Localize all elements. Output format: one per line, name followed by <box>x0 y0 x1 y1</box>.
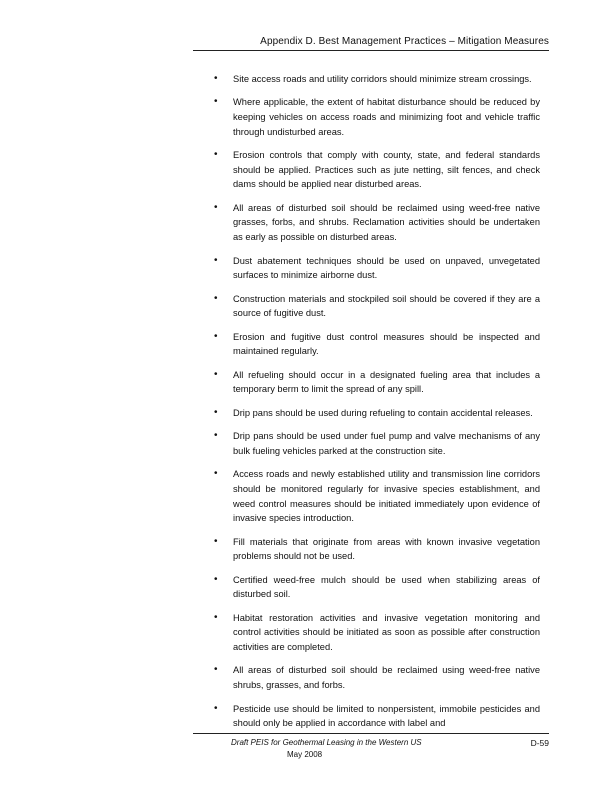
bullet-text: All areas of disturbed soil should be reclaimed using weed-free native grasses, forbs, and shrubs. Reclamation activities should be undertaken as early as possible on disturbed areas. <box>233 202 540 243</box>
page-number: D-59 <box>530 738 549 748</box>
bullet-text: Access roads and newly established utility and transmission line corridors should be monitored regularly for invasive species establishment, and weed control measures should be initiated immediately upon evidence of invasive species introduction. <box>233 469 540 524</box>
bullet-text: Drip pans should be used during refueling to contain accidental releases. <box>233 407 533 418</box>
footer-rule <box>193 733 549 734</box>
bullet-icon: • <box>214 254 218 266</box>
bullet-icon: • <box>214 611 218 623</box>
bullet-icon: • <box>214 292 218 304</box>
bullet-item <box>210 95 540 139</box>
mitigation-bullet-list <box>210 72 540 740</box>
bullet-icon: • <box>214 535 218 547</box>
bullet-text: Erosion controls that comply with county, state, and federal standards should be applied. Practices such as jute netting, silt fences, and check dams should be applied near disturbed areas. <box>233 150 540 190</box>
bullet-text: Habitat restoration activities and invasive vegetation monitoring and control activities should be initiated as soon as possible after construction activities are completed. <box>233 612 540 652</box>
bullet-icon: • <box>214 406 218 418</box>
bullet-item <box>210 573 540 602</box>
bullet-item <box>210 535 540 564</box>
bullet-icon: • <box>214 201 218 213</box>
bullet-item <box>210 611 540 655</box>
bullet-text: Construction materials and stockpiled soil should be covered if they are a source of fugitive dust. <box>233 293 540 319</box>
bullet-text: Site access roads and utility corridors should minimize stream crossings. <box>233 74 532 84</box>
bullet-text: Pesticide use should be limited to nonpersistent, immobile pesticides and should only be applied in accordance with label and <box>233 703 540 729</box>
bullet-item <box>210 702 540 731</box>
header-rule <box>193 50 549 51</box>
bullet-item <box>210 201 540 245</box>
bullet-icon: • <box>214 73 218 84</box>
bullet-item <box>210 406 540 421</box>
bullet-icon: • <box>214 664 218 676</box>
bullet-text: All refueling should occur in a designated fueling area that includes a temporary berm to limit the spread of any spill. <box>233 369 540 395</box>
footer-date: May 2008 <box>287 750 323 759</box>
bullet-text: Erosion and fugitive dust control measures should be inspected and maintained regularly. <box>233 331 540 357</box>
footer-document-title: Draft PEIS for Geothermal Leasing in the Western US <box>231 738 422 747</box>
bullet-item <box>210 663 540 692</box>
bullet-item <box>210 292 540 321</box>
bullet-icon: • <box>214 368 218 380</box>
bullet-text: Where applicable, the extent of habitat disturbance should be reduced by keeping vehicles on access roads and minimizing foot and vehicle traffic through undisturbed areas. <box>233 97 540 137</box>
bullet-item <box>210 429 540 458</box>
bullet-item <box>210 254 540 283</box>
bullet-icon: • <box>214 573 218 585</box>
bullet-item <box>210 330 540 359</box>
running-header: Appendix D. Best Management Practices – Mitigation Measures <box>260 36 549 47</box>
bullet-icon: • <box>214 702 218 714</box>
bullet-item <box>210 148 540 192</box>
bullet-text: Dust abatement techniques should be used on unpaved, unvegetated surfaces to minimize airborne dust. <box>233 255 540 281</box>
bullet-icon: • <box>214 468 218 480</box>
bullet-text: Certified weed-free mulch should be used when stabilizing areas of disturbed soil. <box>233 574 540 600</box>
bullet-item <box>210 368 540 397</box>
bullet-text: All areas of disturbed soil should be reclaimed using weed-free native shrubs, grasses, and forbs. <box>233 665 540 691</box>
bullet-icon: • <box>214 149 218 161</box>
bullet-text: Fill materials that originate from areas with known invasive vegetation problems should not be used. <box>233 536 540 562</box>
bullet-text: Drip pans should be used under fuel pump and valve mechanisms of any bulk fueling vehicles parked at the construction site. <box>233 431 540 456</box>
bullet-item <box>210 467 540 525</box>
bullet-icon: • <box>214 96 218 108</box>
bullet-item <box>210 72 540 87</box>
bullet-icon: • <box>214 330 218 342</box>
bullet-icon: • <box>214 430 218 442</box>
